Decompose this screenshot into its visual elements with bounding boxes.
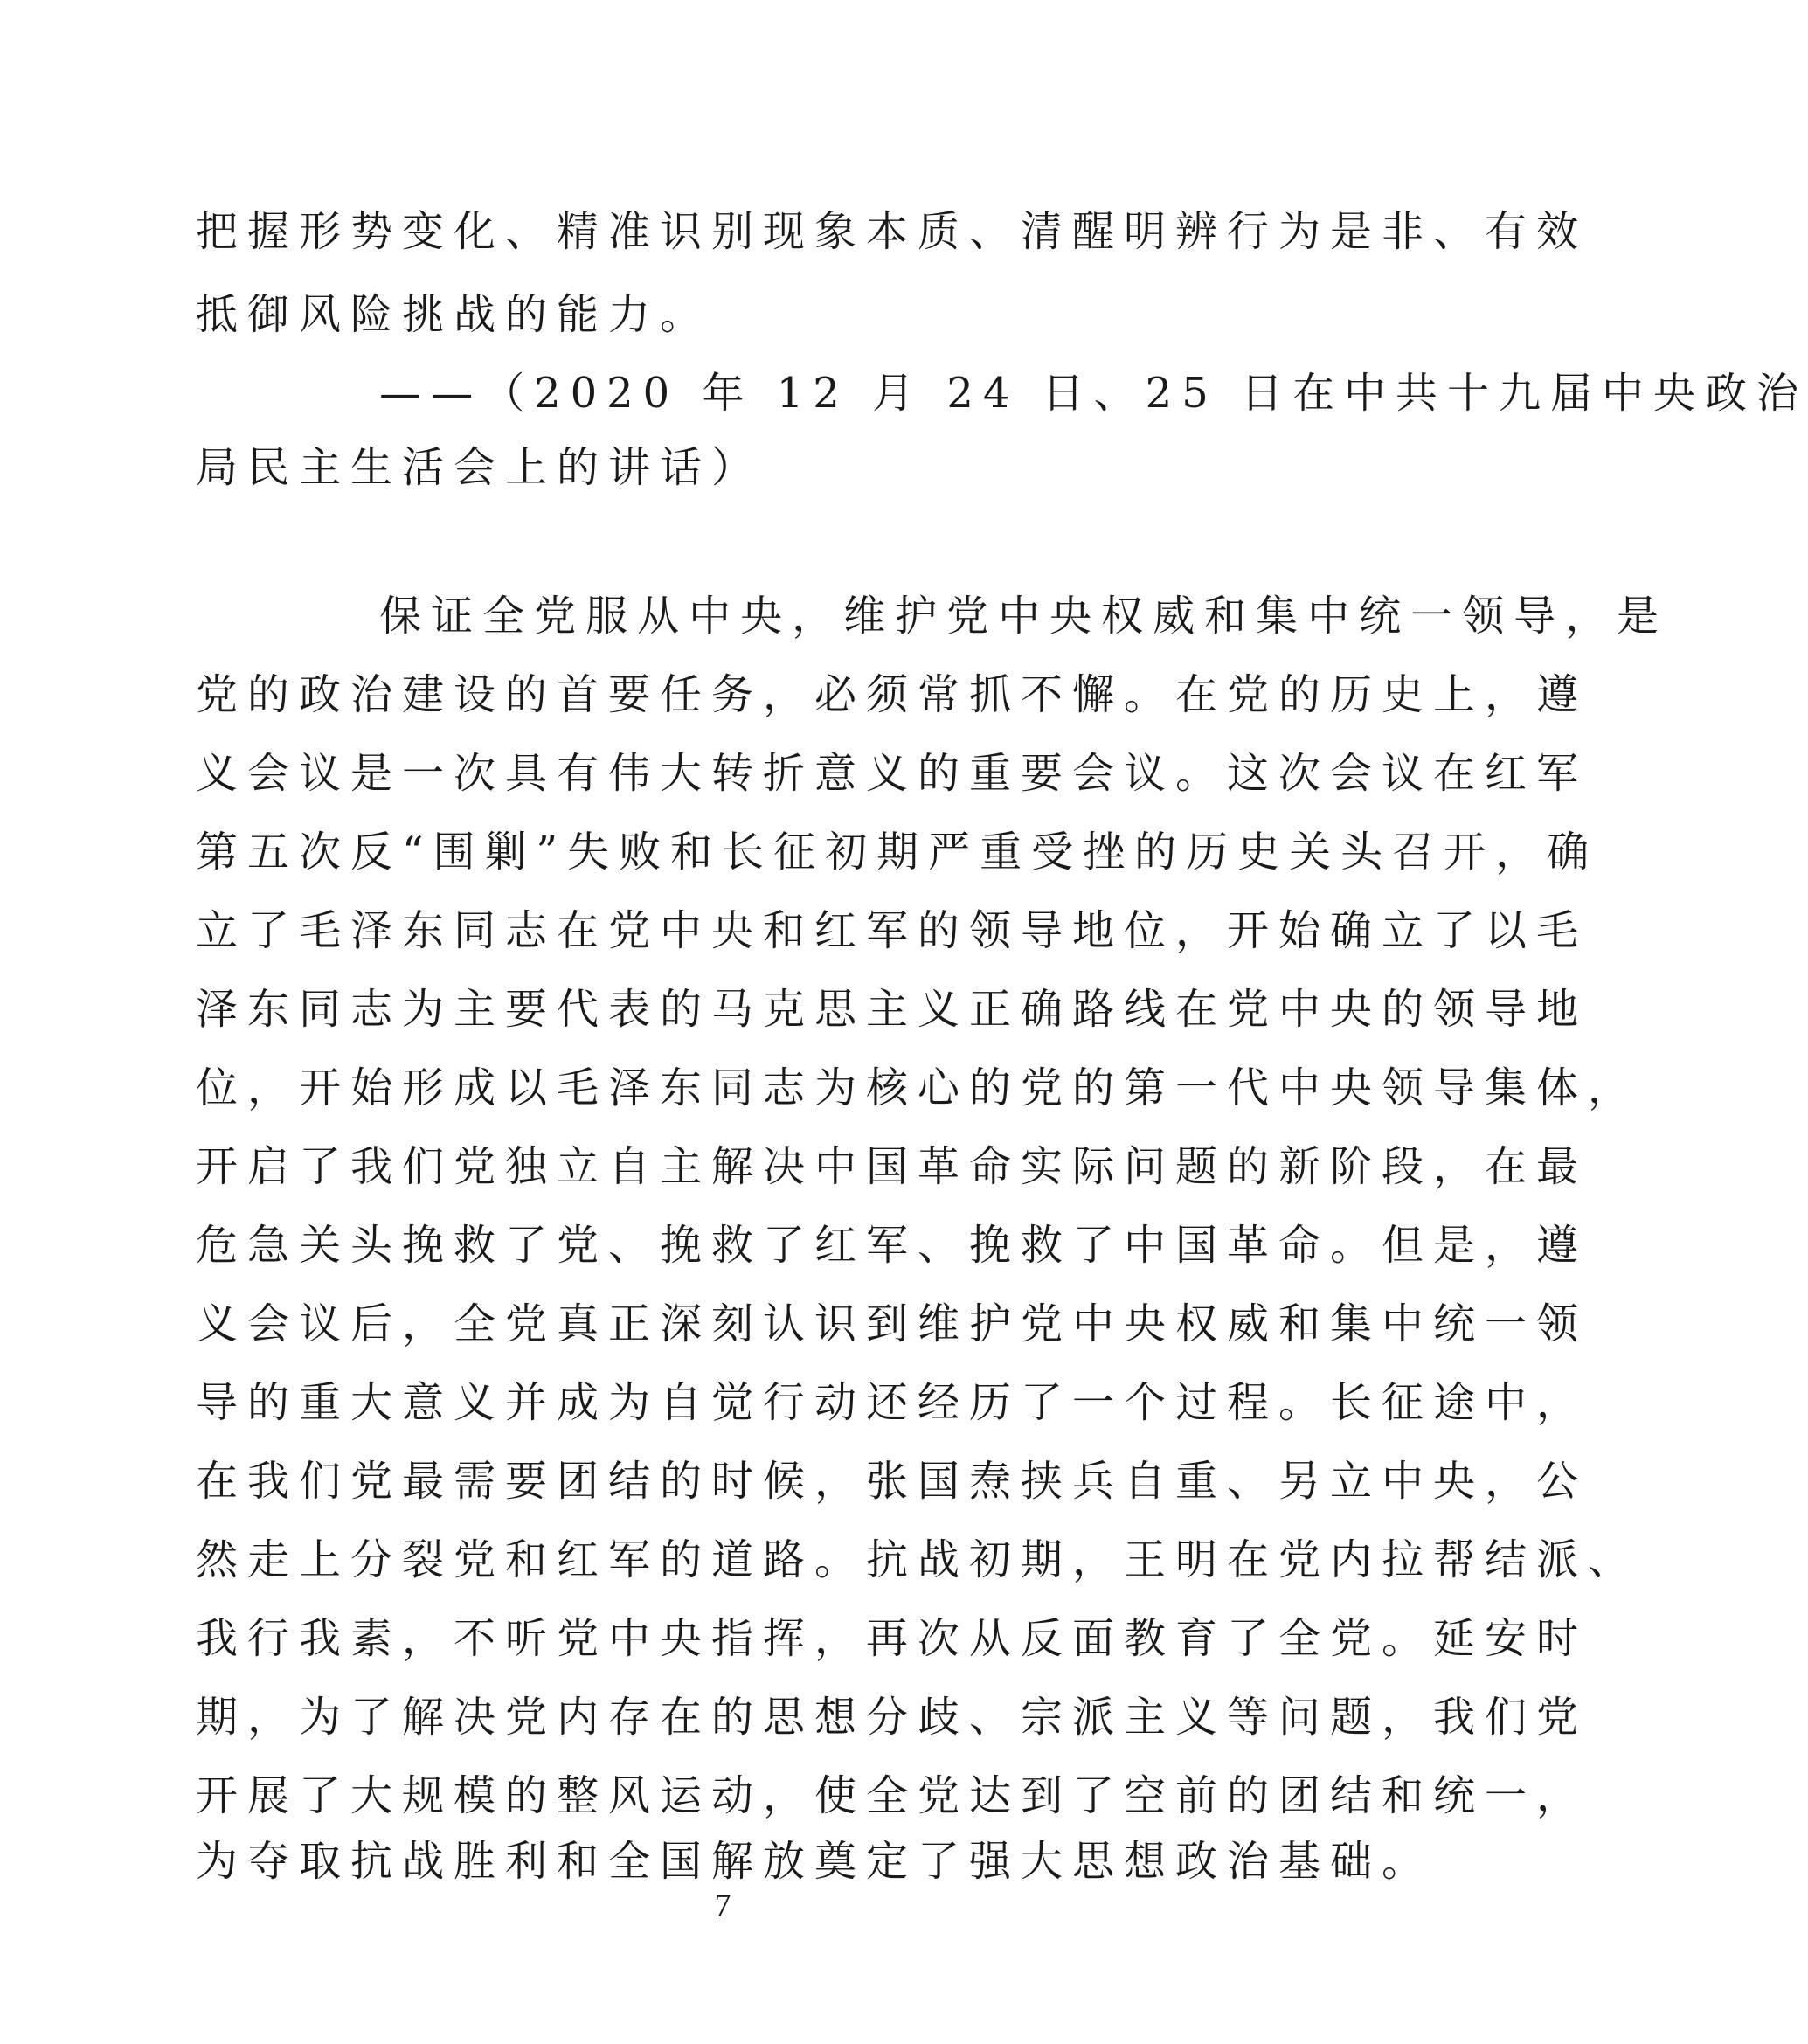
text-line: 泽东同志为主要代表的马克思主义正确路线在党中央的领导地 [196,985,1589,1034]
text-line: 危急关头挽救了党、挽救了红军、挽救了中国革命。但是，遵 [196,1221,1589,1270]
text-line: 把握形势变化、精准识别现象本质、清醒明辨行为是非、有效 [196,207,1589,256]
text-line: 我行我素，不听党中央指挥，再次从反面教育了全党。延安时 [196,1614,1589,1663]
text-line: 开展了大规模的整风运动，使全党达到了空前的团结和统一， [196,1771,1589,1820]
text-line: 抵御风险挑战的能力。 [196,290,712,339]
text-line: 期，为了解决党内存在的思想分歧、宗派主义等问题，我们党 [196,1693,1589,1742]
quote-attribution: ——（2020 年 12 月 24 日、25 日在中共十九届中央政治 [196,369,1808,418]
text-line: 立了毛泽东同志在党中央和红军的领导地位，开始确立了以毛 [196,906,1589,955]
text-line: 位，开始形成以毛泽东同志为核心的党的第一代中央领导集体， [196,1064,1640,1112]
page-number: 7 [714,1888,731,1924]
text-line: 开启了我们党独立自主解决中国革命实际问题的新阶段，在最 [196,1142,1589,1191]
text-line: 在我们党最需要团结的时候，张国焘挟兵自重、另立中央，公 [196,1457,1589,1506]
quote-attribution: 局民主生活会上的讲话） [196,443,764,492]
text-line: 义会议是一次具有伟大转折意义的重要会议。这次会议在红军 [196,749,1589,798]
text-line: 导的重大意义并成为自觉行动还经历了一个过程。长征途中， [196,1378,1589,1427]
text-line: 为夺取抗战胜利和全国解放奠定了强大思想政治基础。 [196,1837,1434,1886]
text-line: 义会议后，全党真正深刻认识到维护党中央权威和集中统一领 [196,1299,1589,1348]
text-line: 第五次反“围剿”失败和长征初期严重受挫的历史关头召开，确 [196,828,1599,876]
text-line: 然走上分裂党和红军的道路。抗战初期，王明在党内拉帮结派、 [196,1535,1640,1584]
text-line: 党的政治建设的首要任务，必须常抓不懈。在党的历史上，遵 [196,670,1589,719]
text-line: 保证全党服从中央，维护党中央权威和集中统一领导，是 [196,592,1669,641]
